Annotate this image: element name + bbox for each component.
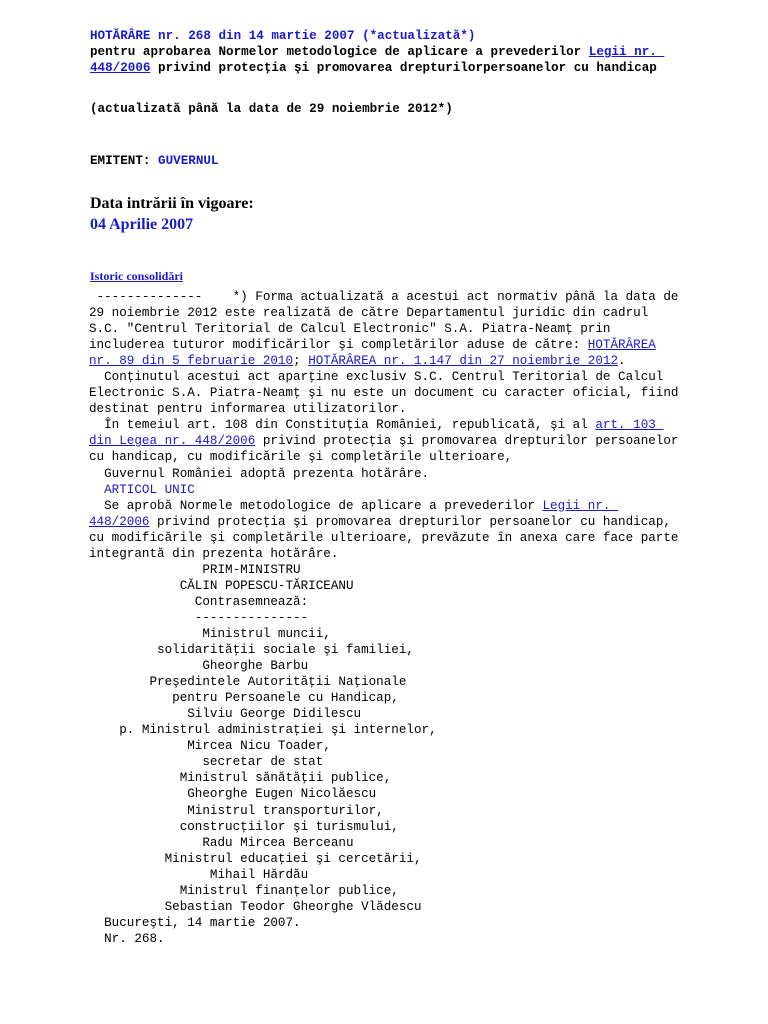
art-103-link-part2[interactable]: din Legea nr. 448/2006 (89, 434, 256, 449)
signature-line: Preşedintele Autorităţii Naţionale (89, 675, 407, 690)
hg-89-link-part1[interactable]: HOTĂRÂREA (587, 338, 656, 353)
signature-line: Ministrul sănătăţii publice, (89, 771, 392, 786)
istoric-consolidari-link[interactable]: Istoric consolidări (90, 269, 183, 283)
signature-line: Mihail Hărdău (89, 867, 309, 882)
signature-line: --------------- (89, 610, 309, 625)
signature-line: construcţiilor şi turismului, (89, 819, 399, 834)
signature-line: Ministrul muncii, (89, 626, 331, 641)
body-text-fragment: privind protecţia şi promovarea drepturilor persoanelor cu handicap, (149, 514, 671, 529)
updated-note: (actualizată până la data de 29 noiembrie 2012*) (90, 102, 453, 116)
signature-line: Ministrul educaţiei şi cercetării, (89, 851, 422, 866)
body-line: Guvernul României adoptă prezenta hotărâre. (89, 466, 430, 481)
law-448-link-part1[interactable]: Legii nr. (588, 45, 665, 59)
body-text-fragment: ; (293, 354, 309, 369)
body-line: includerea tuturor modificărilor şi completărilor aduse de către: (89, 338, 588, 353)
subtitle-post: privind protecţia şi promovarea drepturilorpersoanelor cu handicap (150, 61, 657, 75)
body-text-fragment: . (618, 354, 626, 369)
body-line: destinat pentru informarea utilizatorilor. (89, 402, 407, 417)
signature-line: Radu Mircea Berceanu (89, 835, 354, 850)
law-448-body-link-part1[interactable]: Legii nr. (542, 498, 619, 513)
emitent-line (90, 154, 219, 168)
signature-line: Sebastian Teodor Gheorghe Vlădescu (89, 899, 422, 914)
signature-line: Silviu George Didilescu (89, 707, 362, 722)
article-heading: ARTICOL UNIC (89, 482, 195, 497)
signature-line: Ministrul transporturilor, (89, 803, 384, 818)
document-header (90, 28, 664, 76)
body-line: cu handicap, cu modificările şi completările ulterioare, (89, 450, 513, 465)
body-line: Electronic S.A. Piatra-Neamţ şi nu este un document cu caracter oficial, fiind (89, 386, 679, 401)
document-body (89, 289, 679, 947)
body-line: cu modificările şi completările ulterioare, prevăzute în anexa care face parte (89, 530, 679, 545)
body-text-fragment: privind protecţia şi promovarea drepturilor persoanelor (255, 434, 679, 449)
signature-line: Contrasemnează: (89, 594, 309, 609)
emitent-value: GUVERNUL (158, 154, 219, 168)
subtitle-pre: pentru aprobarea Normelor metodologice de aplicare a prevederilor (90, 45, 589, 59)
body-line: În temeiul art. 108 din Constituţia României, republicată, şi al (89, 418, 596, 433)
body-line: Conţinutul acestui act aparţine exclusiv S.C. Centrul Teritorial de Calcul (89, 370, 664, 385)
place-date-line: Bucureşti, 14 martie 2007. (89, 915, 301, 930)
document-title: HOTĂRÂRE nr. 268 din 14 martie 2007 (*actualizată*) (90, 29, 476, 43)
signature-line: PRIM-MINISTRU (89, 562, 301, 577)
body-line: Se aprobă Normele metodologice de aplicare a prevederilor (89, 498, 543, 513)
signature-line: CĂLIN POPESCU-TĂRICEANU (89, 578, 354, 593)
emitent-label: EMITENT: (90, 154, 151, 168)
hg-89-link-part2[interactable]: nr. 89 din 5 februarie 2010 (89, 354, 294, 369)
body-line: S.C. "Centrul Teritorial de Calcul Electronic" S.A. Piatra-Neamţ prin (89, 322, 611, 337)
signature-line: solidarităţii sociale şi familiei, (89, 643, 414, 658)
signature-line: Ministrul finanţelor publice, (89, 883, 399, 898)
signature-line: pentru Persoanele cu Handicap, (89, 691, 399, 706)
body-line: -------------- *) Forma actualizată a acestui act normativ până la data de (89, 290, 679, 304)
act-number-line: Nr. 268. (89, 931, 165, 946)
signature-line: Gheorghe Barbu (89, 659, 309, 674)
signature-line: p. Ministrul administraţiei şi internelor, (89, 723, 437, 738)
signature-line: Gheorghe Eugen Nicolăescu (89, 787, 377, 802)
signature-line: Mircea Nicu Toader, (89, 739, 331, 754)
body-line: integrantă din prezenta hotărâre. (89, 546, 339, 561)
law-448-link-part2[interactable]: 448/2006 (90, 61, 151, 75)
in-force-label: Data intrării în vigoare: (90, 195, 254, 212)
law-448-body-link-part2[interactable]: 448/2006 (89, 514, 150, 529)
signature-line: secretar de stat (89, 755, 324, 770)
art-103-link-part1[interactable]: art. 103 (595, 418, 664, 433)
body-line: 29 noiembrie 2012 este realizată de către Departamentul juridic din cadrul (89, 306, 649, 321)
hg-1147-link[interactable]: HOTĂRÂREA nr. 1.147 din 27 noiembrie 2012 (308, 354, 619, 369)
in-force-block (90, 193, 254, 235)
in-force-date: 04 Aprilie 2007 (90, 216, 194, 233)
